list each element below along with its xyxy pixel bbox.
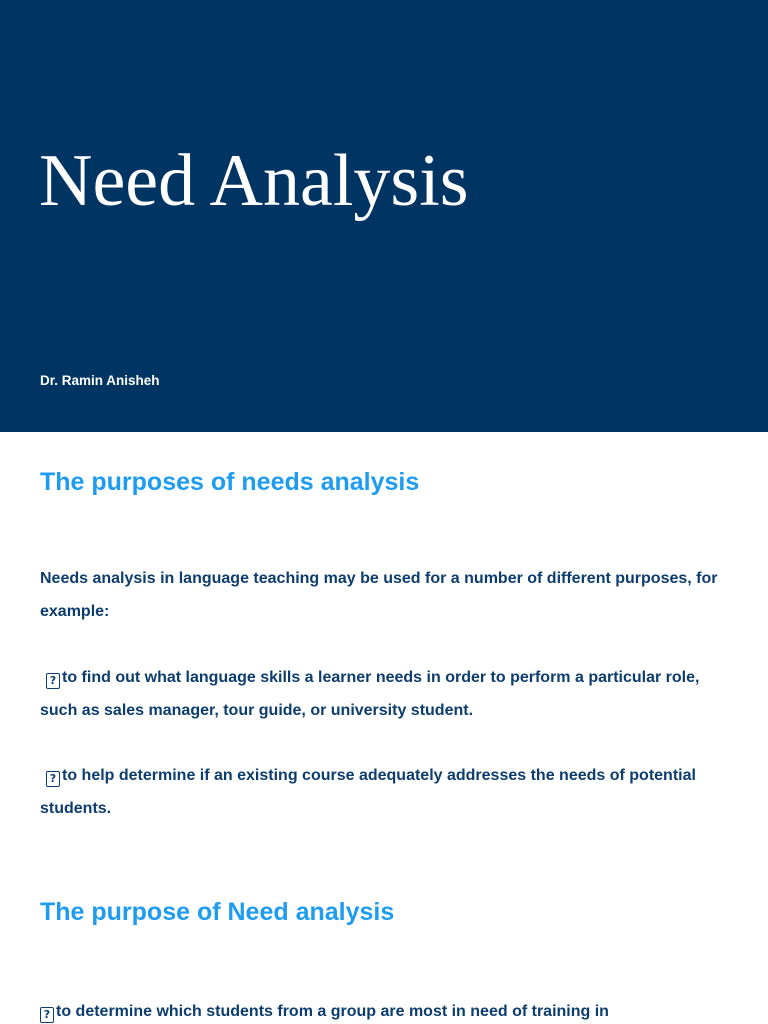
bullet-text: to determine which students from a group are most in need of training in: [56, 1003, 609, 1020]
bullet-item-existing-course: [40, 759, 730, 825]
section-heading-purpose: The purpose of Need analysis: [40, 898, 395, 926]
bullet-text: to help determine if an existing course adequately addresses the needs of potential students.: [40, 767, 696, 817]
cover-title: Need Analysis: [39, 140, 469, 222]
section-heading-purposes: The purposes of needs analysis: [40, 468, 420, 496]
cover-author: Dr. Ramin Anisheh: [40, 373, 160, 388]
intro-paragraph: Needs analysis in language teaching may be used for a number of different purposes, for example:: [40, 570, 718, 620]
bullet-item-language-skills: [40, 661, 730, 727]
missing-glyph-icon: ?: [46, 771, 60, 787]
missing-glyph-icon: ?: [46, 673, 60, 689]
bullet-text: to find out what language skills a learner needs in order to perform a particular role, such as sales manager, tour guide, or university student.: [40, 669, 700, 719]
cover-banner: [0, 0, 768, 432]
bullet-item-training-need: [40, 995, 730, 1024]
missing-glyph-icon: ?: [40, 1007, 54, 1023]
